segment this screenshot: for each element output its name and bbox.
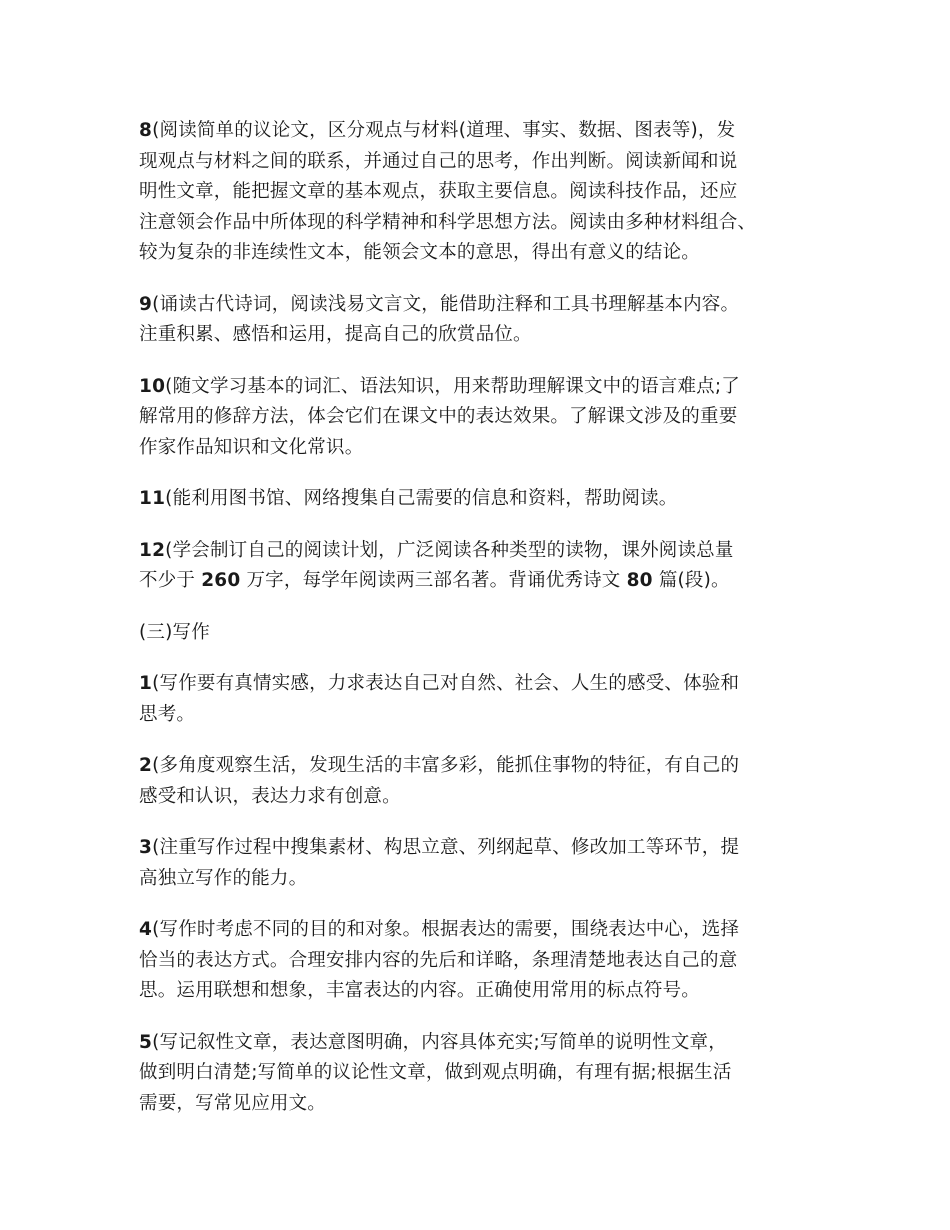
text-line: (随文学习基本的词汇、语法知识，用来帮助理解课文中的语言难点;了 (165, 375, 741, 397)
paragraph-9 (139, 290, 830, 351)
item-number: 4 (139, 919, 153, 940)
paragraph-12 (139, 536, 830, 597)
poem-count-number: 80 (626, 570, 653, 591)
text-line: (写记叙性文章，表达意图明确，内容具体充实;写简单的说明性文章， (152, 1031, 727, 1053)
text-line: 做到明白清楚;写简单的议论性文章，做到观点明确，有理有据;根据生活 (139, 1062, 732, 1083)
text-line: 作家作品知识和文化常识。 (139, 436, 364, 458)
text-line: (多角度观察生活，发现生活的丰富多彩，能抓住事物的特征，有自己的 (152, 755, 740, 776)
text-line: 思。运用联想和想象，丰富表达的内容。正确使用常用的标点符号。 (139, 980, 701, 1001)
writing-paragraph-4 (139, 915, 830, 1007)
item-number: 10 (139, 375, 166, 397)
paragraph-8 (139, 116, 830, 269)
text-line: 思考。 (139, 703, 196, 725)
paragraph-11 (139, 484, 830, 515)
item-number: 8 (139, 120, 153, 141)
text-line: (写作要有真情实感，力求表达自己对自然、社会、人生的感受、体验和 (152, 673, 740, 694)
item-number: 5 (139, 1031, 153, 1053)
text-line: 恰当的表达方式。合理安排内容的先后和详略，条理清楚地表达自己的意 (139, 949, 738, 971)
writing-paragraph-2 (139, 751, 830, 812)
paragraph-10 (139, 372, 830, 464)
text-line: 需要，写常见应用文。 (139, 1092, 327, 1114)
text-line: (学会制订自己的阅读计划，广泛阅读各种类型的读物，课外阅读总量 (165, 539, 734, 561)
text-line: 较为复杂的非连续性文本，能领会文本的意思，得出有意义的结论。 (139, 242, 701, 263)
text-line: 感受和认识，表达力求有创意。 (139, 785, 401, 807)
text-line: 不少于 260 万字，每学年阅读两三部名著。背诵优秀诗文 80 篇(段)。 (139, 570, 730, 591)
text-line: (注重写作过程中搜集素材、构思立意、列纲起草、修改加工等环节，提 (152, 837, 740, 858)
item-number: 2 (139, 755, 153, 776)
text-line: 现观点与材料之间的联系，并通过自己的思考，作出判断。阅读新闻和说 (139, 150, 738, 172)
text-line: 注意领会作品中所体现的科学精神和科学思想方法。阅读由多种材料组合、 (139, 211, 757, 233)
text-line: 注重积累、感悟和运用，提高自己的欣赏品位。 (139, 324, 532, 345)
text-line: (写作时考虑不同的目的和对象。根据表达的需要，围绕表达中心，选择 (152, 919, 740, 940)
writing-paragraph-1 (139, 669, 830, 730)
word-count-number: 260 (201, 570, 241, 591)
item-number: 3 (139, 837, 153, 858)
text-line: 明性文章，能把握文章的基本观点，获取主要信息。阅读科技作品，还应 (139, 181, 738, 202)
text-line: (阅读简单的议论文，区分观点与材料(道理、事实、数据、图表等)，发 (152, 120, 736, 141)
text-line: (能利用图书馆、网络搜集自己需要的信息和资料，帮助阅读。 (165, 488, 678, 509)
section-heading-writing: (三)写作 (139, 621, 210, 643)
item-number: 1 (139, 673, 153, 694)
item-number: 12 (139, 539, 166, 561)
text-line: 高独立写作的能力。 (139, 867, 308, 889)
writing-paragraph-3 (139, 833, 830, 894)
text-line: (诵读古代诗词，阅读浅易文言文，能借助注释和工具书理解基本内容。 (152, 293, 740, 315)
writing-paragraph-5 (139, 1028, 830, 1120)
item-number: 11 (139, 488, 166, 509)
text-line: 解常用的修辞方法，体会它们在课文中的表达效果。了解课文涉及的重要 (139, 406, 738, 427)
item-number: 9 (139, 293, 153, 315)
